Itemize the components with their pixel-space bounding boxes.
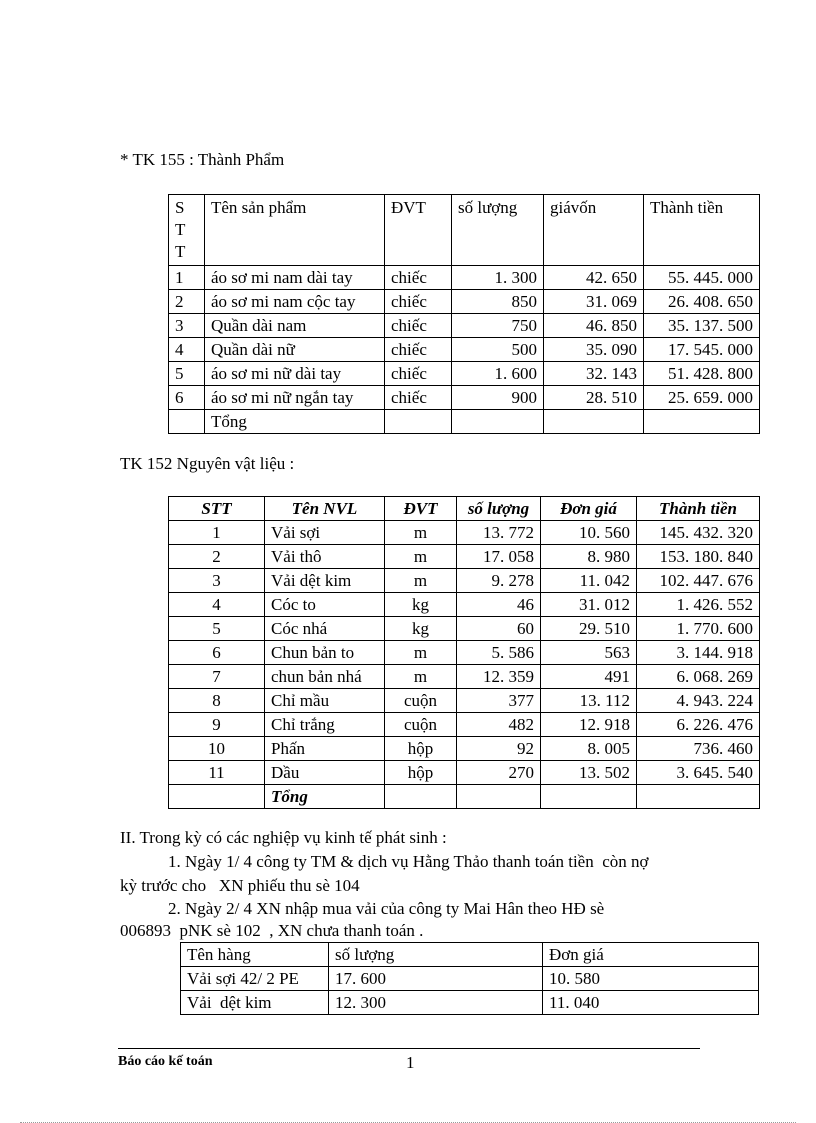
cell-amount: 51. 428. 800 [644,362,760,386]
cell-unit: chiếc [385,266,452,290]
cell-price: 32. 143 [544,362,644,386]
cell-quantity: 500 [452,338,544,362]
table-row [169,338,760,362]
transaction-2-line2: 006893 pNK sè 102 , XN chưa thanh toán . [120,921,424,940]
cell-amount: 35. 137. 500 [644,314,760,338]
cell-stt: 5 [169,362,205,386]
header-unit: ĐVT [385,195,452,266]
cell-unit: chiếc [385,362,452,386]
transaction-1-line2: kỳ trước cho XN phiếu thu sè 104 [120,876,360,895]
cell-amount: 17. 545. 000 [644,338,760,362]
cell-quantity: 900 [452,386,544,410]
header-cost-price: giávốn [544,195,644,266]
header-stt: STT [169,497,265,521]
table-row [169,314,760,338]
header-amount: Thành tiền [644,195,760,266]
table-header-row [169,195,760,266]
header-item-name: Tên hàng [181,943,329,967]
table-row [169,290,760,314]
table-row [169,362,760,386]
total-row [169,785,760,809]
page-number: 1 [406,1053,415,1072]
cell-stt: 3 [169,314,205,338]
cell-stt: 4 [169,338,205,362]
cell-stt: 2 [169,290,205,314]
footer-rule [118,1048,700,1049]
table-header-row [169,497,760,521]
materials-table [168,496,760,809]
total-label: Tổng [265,785,385,809]
header-product-name: Tên sản phẩm [205,195,385,266]
table-row: 9 Chỉ trắng cuộn 482 12. 918 6. 226. 476 [169,713,760,737]
header-quantity: số lượng [452,195,544,266]
cell-quantity: 850 [452,290,544,314]
section2-heading: TK 152 Nguyên vật liệu : [120,454,295,473]
header-unit-price: Đơn giá [543,943,759,967]
table-row: 8 Chỉ mầu cuộn 377 13. 112 4. 943. 224 [169,689,760,713]
section1-heading: * TK 155 : Thành Phẩm [120,150,285,169]
cell-product: áo sơ mi nữ dài tay [205,362,385,386]
table-row: 6 Chun bản to m 5. 586 563 3. 144. 918 [169,641,760,665]
transaction-2-line1: 2. Ngày 2/ 4 XN nhập mua vải của công ty Mai Hân theo HĐ sè [168,899,605,918]
table-header-row [181,943,759,967]
cell-amount: 25. 659. 000 [644,386,760,410]
header-material-name: Tên NVL [265,497,385,521]
cell-unit: chiếc [385,314,452,338]
table-row [169,386,760,410]
header-unit-price: Đơn giá [541,497,637,521]
table-row: Vải dệt kim 12. 300 11. 040 [181,991,759,1015]
cell-price: 28. 510 [544,386,644,410]
cell-price: 35. 090 [544,338,644,362]
table-row: 4 Cóc to kg 46 31. 012 1. 426. 552 [169,593,760,617]
table-row: 7 chun bản nhá m 12. 359 491 6. 068. 269 [169,665,760,689]
cell-quantity: 1. 600 [452,362,544,386]
cell-unit: chiếc [385,386,452,410]
header-quantity: số lượng [457,497,541,521]
cell-stt: 1 [169,266,205,290]
finished-goods-table [168,194,760,434]
footer-title: Báo cáo kế toán [118,1054,213,1069]
table-row: 2 Vải thô m 17. 058 8. 980 153. 180. 840 [169,545,760,569]
section3-heading: II. Trong kỳ có các nghiệp vụ kinh tế phát sinh : [120,828,447,847]
cell-price: 46. 850 [544,314,644,338]
header-quantity: số lượng [329,943,543,967]
table-row: 10 Phấn hộp 92 8. 005 736. 460 [169,737,760,761]
total-label: Tổng [205,410,385,434]
cell-quantity: 750 [452,314,544,338]
cell-amount: 55. 445. 000 [644,266,760,290]
cell-stt: 6 [169,386,205,410]
table-row [169,266,760,290]
header-amount: Thành tiền [637,497,760,521]
cell-unit: chiếc [385,290,452,314]
total-row [169,410,760,434]
purchase-table [180,942,759,1015]
transaction-1-line1: 1. Ngày 1/ 4 công ty TM & dịch vụ Hằng Thảo thanh toán tiền còn nợ [168,852,649,871]
cell-product: áo sơ mi nữ ngắn tay [205,386,385,410]
cell-product: áo sơ mi nam cộc tay [205,290,385,314]
stt-header: S T T [169,195,205,266]
table-row: 1 Vải sợi m 13. 772 10. 560 145. 432. 320 [169,521,760,545]
cell-product: Quần dài nữ [205,338,385,362]
table-row: 11 Dầu hộp 270 13. 502 3. 645. 540 [169,761,760,785]
table-row: 3 Vải dệt kim m 9. 278 11. 042 102. 447. 676 [169,569,760,593]
cell-quantity: 1. 300 [452,266,544,290]
cell-price: 31. 069 [544,290,644,314]
cell-product: Quần dài nam [205,314,385,338]
cell-amount: 26. 408. 650 [644,290,760,314]
header-unit: ĐVT [385,497,457,521]
cell-unit: chiếc [385,338,452,362]
cell-price: 42. 650 [544,266,644,290]
table-row: Vải sợi 42/ 2 PE 17. 600 10. 580 [181,967,759,991]
table-row: 5 Cóc nhá kg 60 29. 510 1. 770. 600 [169,617,760,641]
cell-product: áo sơ mi nam dài tay [205,266,385,290]
